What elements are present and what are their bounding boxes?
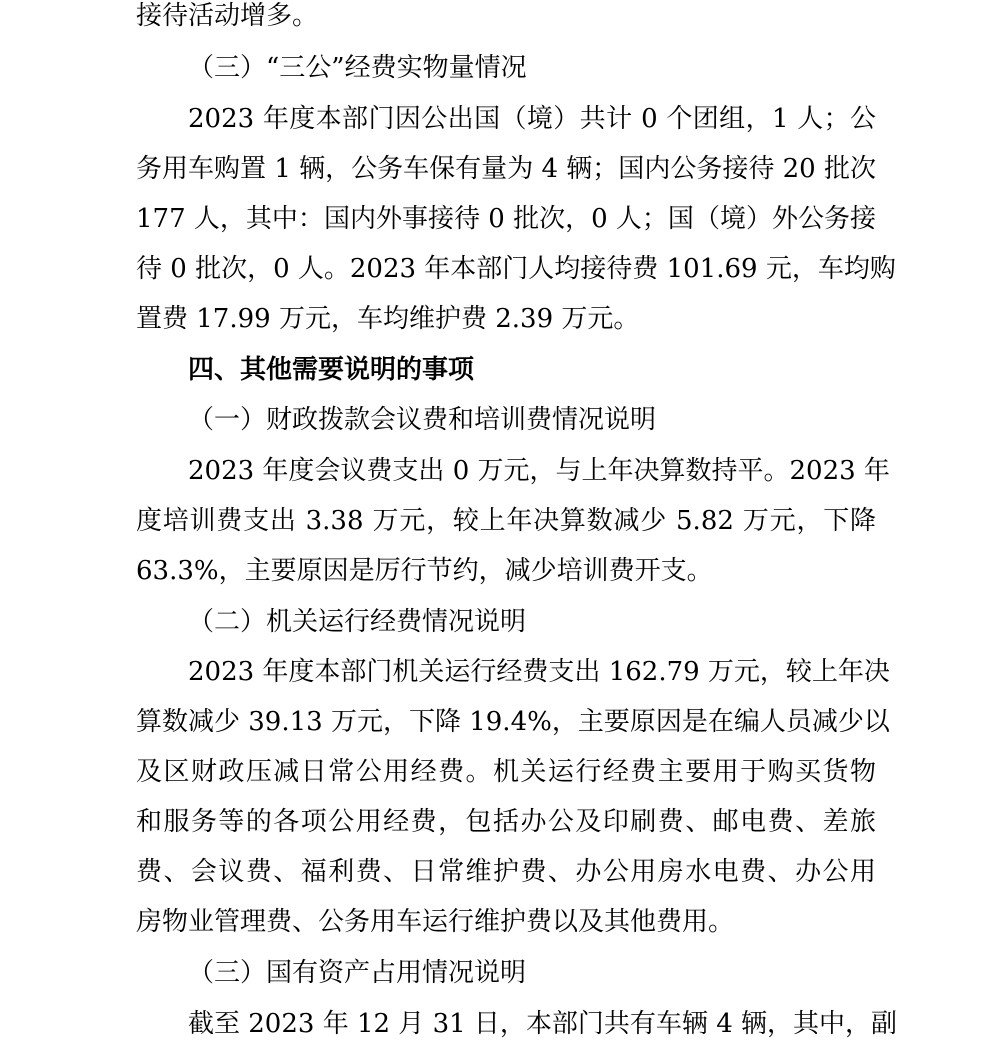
paragraph-line: 2023 年度本部门因公出国（境）共计 0 个团组，1 人；公	[188, 104, 876, 134]
paragraph-line: 务用车购置 1 辆，公务车保有量为 4 辆；国内公务接待 20 批次	[136, 154, 876, 184]
paragraph-line: 度培训费支出 3.38 万元，较上年决算数减少 5.82 万元，下降	[136, 506, 876, 536]
paragraph-line-end: 置费 17.99 万元，车均维护费 2.39 万元。	[136, 304, 640, 334]
paragraph-line: 及区财政压减日常公用经费。机关运行经费主要用于购买货物	[136, 757, 876, 787]
subsection-heading-meeting-training: （一）财政拨款会议费和培训费情况说明	[188, 405, 657, 435]
paragraph-line: 2023 年度本部门机关运行经费支出 162.79 万元，较上年决	[188, 657, 890, 687]
section-heading-other-matters: 四、其他需要说明的事项	[188, 355, 475, 385]
paragraph-line-end: 63.3%，主要原因是厉行节约，减少培训费开支。	[136, 556, 713, 586]
paragraph-line-end: 房物业管理费、公务用车运行维护费以及其他费用。	[136, 907, 735, 937]
paragraph-line: 177 人，其中：国内外事接待 0 批次，0 人；国（境）外公务接	[136, 204, 876, 234]
paragraph-line: 和服务等的各项公用经费，包括办公及印刷费、邮电费、差旅	[136, 807, 876, 837]
paragraph-line-end-prev: 接待活动增多。	[136, 1, 319, 31]
paragraph-line: 待 0 批次，0 人。2023 年本部门人均接待费 101.69 元，车均购	[136, 254, 896, 284]
paragraph-line: 截至 2023 年 12 月 31 日，本部门共有车辆 4 辆，其中，副	[188, 1009, 897, 1039]
subsection-heading-operating-costs: （二）机关运行经费情况说明	[188, 607, 527, 637]
paragraph-line: 算数减少 39.13 万元，下降 19.4%，主要原因是在编人员减少以	[136, 707, 890, 737]
subsection-heading-state-assets: （三）国有资产占用情况说明	[188, 958, 527, 988]
subsection-heading-three-public: （三）“三公”经费实物量情况	[188, 53, 527, 83]
paragraph-line: 费、会议费、福利费、日常维护费、办公用房水电费、办公用	[136, 857, 876, 887]
paragraph-line: 2023 年度会议费支出 0 万元，与上年决算数持平。2023 年	[188, 456, 890, 486]
